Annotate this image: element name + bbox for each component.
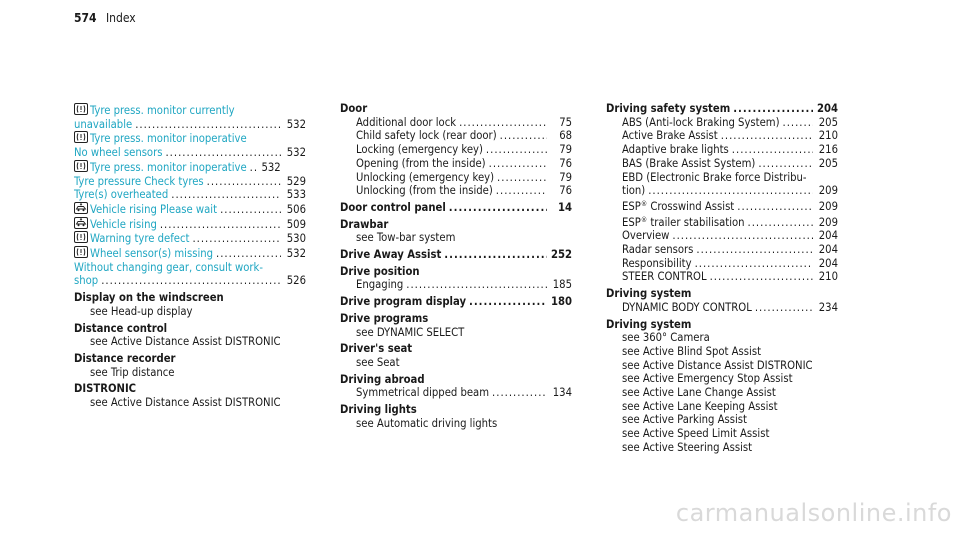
leader-dots	[486, 143, 547, 157]
page-header	[74, 10, 136, 26]
index-entry	[606, 214, 838, 230]
leader-dots	[497, 171, 547, 185]
index-entry	[606, 129, 838, 143]
entry-label: see Active Parking Assist	[622, 413, 747, 427]
leader-dots	[695, 257, 813, 271]
index-entry	[74, 175, 306, 189]
page-reference: 234	[818, 300, 838, 314]
index-heading	[340, 312, 572, 326]
entry-label: Driving system	[606, 287, 692, 301]
entry-label: see Active Distance Assist DISTRONIC	[90, 335, 281, 349]
index-heading	[340, 102, 572, 116]
entry-label: see Active Blind Spot Assist	[622, 344, 762, 358]
leader-dots	[160, 218, 281, 232]
index-entry	[74, 274, 306, 288]
entry-label: Driving safety system	[606, 102, 731, 115]
page-reference: 205	[818, 115, 838, 129]
entry-text	[622, 400, 778, 414]
index-heading	[340, 295, 572, 309]
page-reference: 532	[261, 160, 281, 174]
entry-text	[74, 131, 247, 146]
entry-label: shop	[74, 274, 99, 288]
page-reference: 526	[286, 274, 306, 288]
index-entry	[606, 143, 838, 157]
index-heading	[606, 318, 838, 332]
leader-dots	[406, 278, 547, 292]
entry-text	[622, 270, 707, 284]
index-entry	[74, 160, 306, 175]
index-entry	[74, 335, 306, 349]
entry-text	[74, 246, 213, 261]
leader-dots	[192, 232, 281, 246]
leader-dots	[721, 129, 813, 143]
entry-text	[622, 157, 755, 171]
index-entry	[606, 359, 838, 373]
entry-text	[622, 345, 761, 359]
leader-dots	[492, 386, 547, 400]
entry-text	[90, 396, 281, 410]
index-column-3	[606, 102, 838, 455]
page-reference: 68	[559, 129, 572, 143]
index-entry	[340, 326, 572, 340]
entry-label: see Active Lane Keeping Assist	[622, 399, 778, 413]
index-entry	[74, 396, 306, 410]
index-heading	[74, 382, 306, 396]
index-entry	[340, 129, 572, 143]
leader-dots	[216, 247, 281, 261]
index-heading	[340, 342, 572, 356]
entry-text	[340, 201, 446, 215]
entry-label: Wheel sensor(s) missing	[90, 247, 214, 261]
leader-dots	[732, 143, 813, 157]
index-entry	[340, 386, 572, 400]
entry-text	[74, 261, 263, 275]
entry-text	[356, 171, 494, 185]
index-heading	[340, 201, 572, 215]
entry-text	[622, 427, 769, 441]
entry-text	[74, 175, 204, 189]
entry-label: see Active Distance Assist DISTRONIC	[622, 358, 813, 372]
entry-text	[356, 129, 497, 143]
entry-label: ABS (Anti-lock Braking System)	[622, 115, 780, 129]
page-reference: 204	[818, 243, 838, 257]
entry-text	[74, 146, 162, 160]
page-reference: 509	[286, 217, 306, 231]
index-entry	[74, 146, 306, 160]
page-reference: 76	[559, 184, 572, 198]
entry-text	[622, 359, 813, 373]
entry-text	[622, 184, 645, 198]
entry-text	[356, 157, 486, 171]
leader-dots	[783, 116, 813, 130]
page-reference: 209	[818, 215, 838, 229]
entry-label: see Active Emergency Stop Assist	[622, 372, 793, 386]
entry-label: Overview	[622, 229, 670, 243]
leader-dots	[489, 157, 547, 171]
entry-text	[622, 441, 752, 455]
tyre-warning-icon	[74, 231, 88, 243]
index-entry	[606, 171, 838, 185]
index-entry	[606, 386, 838, 400]
vehicle-raise-icon	[74, 202, 88, 214]
registered-mark: ®	[640, 215, 648, 224]
index-entry	[606, 116, 838, 130]
index-entry	[74, 305, 306, 319]
tyre-warning-icon	[74, 131, 88, 143]
entry-label: unavailable	[74, 117, 133, 131]
entry-label: see Head-up display	[90, 304, 193, 318]
page-reference: 252	[550, 248, 572, 262]
entry-label: ESP	[622, 215, 641, 229]
index-entry	[606, 441, 838, 455]
entry-label: No wheel sensors	[74, 146, 163, 160]
entry-label: see 360° Camera	[622, 331, 710, 345]
index-entry	[606, 257, 838, 271]
entry-label: EBD (Electronic Brake force Distribu-	[622, 170, 807, 184]
index-entry	[74, 118, 306, 132]
entry-text	[356, 386, 489, 400]
page-reference: 75	[559, 115, 572, 129]
entry-label: Drive program display	[340, 295, 467, 309]
entry-label: Distance recorder	[74, 351, 176, 365]
entry-text	[74, 188, 168, 202]
index-entry	[606, 413, 838, 427]
index-entry	[606, 198, 838, 214]
entry-text	[340, 342, 412, 356]
entry-label-suffix: Crosswind Assist	[647, 199, 735, 213]
index-entry	[606, 372, 838, 386]
entry-label: Opening (from the inside)	[356, 156, 486, 170]
index-entry	[340, 231, 572, 245]
entry-text	[622, 229, 669, 243]
entry-label: Vehicle rising Please wait	[90, 202, 218, 216]
page-reference: 134	[552, 386, 572, 400]
index-entry	[606, 331, 838, 345]
entry-label: STEER CONTROL	[622, 270, 707, 284]
index-heading	[340, 248, 572, 262]
entry-label: Unlocking (emergency key)	[356, 170, 495, 184]
index-entry	[74, 231, 306, 246]
index-entry	[606, 400, 838, 414]
entry-label: Locking (emergency key)	[356, 143, 483, 157]
entry-label: Driving abroad	[340, 372, 425, 386]
entry-label: see Seat	[356, 355, 400, 369]
entry-text	[340, 312, 428, 326]
entry-text	[622, 372, 793, 386]
entry-text	[74, 322, 167, 336]
index-heading	[606, 102, 838, 116]
page-reference: 532	[286, 117, 306, 131]
entry-text	[622, 301, 752, 315]
entry-text	[90, 335, 281, 349]
page-number: 574	[74, 11, 97, 25]
entry-text	[622, 143, 729, 157]
leader-dots	[500, 129, 547, 143]
page-reference: 79	[559, 143, 572, 157]
leader-dots	[171, 188, 281, 202]
entry-label: Symmetrical dipped beam	[356, 386, 490, 400]
entry-text	[74, 382, 136, 396]
page-reference: 533	[286, 188, 306, 202]
index-entry	[74, 246, 306, 261]
index-heading	[606, 287, 838, 301]
page-reference: 530	[286, 232, 306, 246]
entry-text	[622, 243, 693, 257]
entry-label: DYNAMIC BODY CONTROL	[622, 300, 752, 314]
index-column-1	[74, 103, 306, 410]
entry-label-suffix: trailer stabilisation	[647, 215, 745, 229]
leader-dots	[444, 248, 547, 262]
leader-dots	[737, 200, 813, 214]
page-reference: 14	[557, 200, 572, 214]
registered-mark: ®	[640, 199, 648, 208]
entry-text	[622, 413, 747, 427]
leader-dots	[220, 203, 281, 217]
entry-text	[356, 417, 497, 431]
index-heading	[340, 373, 572, 387]
page-reference: 210	[818, 270, 838, 284]
section-title: Index	[105, 11, 136, 25]
entry-label: Drive position	[340, 264, 420, 278]
entry-label: Door	[340, 102, 368, 115]
vehicle-raise-icon	[74, 217, 88, 229]
entry-text	[356, 356, 400, 370]
entry-label: Driving lights	[340, 403, 417, 417]
index-entry	[340, 116, 572, 130]
index-entry	[606, 345, 838, 359]
entry-label: see Active Speed Limit Assist	[622, 427, 770, 441]
index-entry	[606, 157, 838, 171]
entry-label: Tyre press. monitor inoperative	[90, 160, 247, 174]
entry-text	[622, 331, 710, 345]
entry-text	[356, 231, 455, 245]
leader-dots	[710, 270, 813, 284]
page-reference: 209	[818, 184, 838, 198]
entry-text	[622, 129, 718, 143]
entry-label: Vehicle rising	[90, 217, 157, 231]
index-entry	[606, 427, 838, 441]
page-reference: 185	[552, 278, 572, 292]
entry-label: Display on the windscreen	[74, 291, 224, 305]
entry-label: Radar sensors	[622, 243, 694, 257]
index-entry	[74, 261, 306, 275]
entry-text	[74, 202, 217, 217]
entry-label: Responsibility	[622, 256, 692, 270]
entry-text	[622, 198, 734, 214]
entry-label: Unlocking (from the inside)	[356, 184, 493, 198]
leader-dots	[165, 146, 281, 160]
index-heading	[340, 218, 572, 232]
entry-label: Distance control	[74, 321, 168, 335]
entry-text	[340, 265, 420, 279]
entry-label: DISTRONIC	[74, 382, 137, 396]
entry-text	[74, 118, 132, 132]
entry-text	[356, 184, 493, 198]
leader-dots	[758, 157, 813, 171]
entry-label: see Active Lane Change Assist	[622, 386, 776, 400]
index-column-2	[340, 102, 572, 430]
leader-dots	[449, 201, 547, 215]
index-entry	[606, 243, 838, 257]
entry-text	[74, 274, 98, 288]
entry-text	[74, 231, 189, 246]
leader-dots	[696, 243, 813, 257]
page-reference: 204	[818, 256, 838, 270]
leader-dots	[101, 274, 281, 288]
entry-label: Driver's seat	[340, 342, 413, 356]
entry-text	[606, 287, 691, 301]
leader-dots	[755, 301, 813, 315]
leader-dots	[250, 161, 256, 175]
entry-text	[606, 102, 730, 116]
index-heading	[74, 352, 306, 366]
leader-dots	[733, 102, 813, 116]
entry-label: see Active Distance Assist DISTRONIC	[90, 396, 281, 410]
tyre-warning-icon	[74, 160, 88, 172]
index-heading	[74, 291, 306, 305]
page-reference: 76	[559, 156, 572, 170]
entry-text	[340, 218, 388, 232]
entry-label: Door control panel	[340, 200, 446, 214]
entry-label: Child safety lock (rear door)	[356, 129, 497, 143]
index-entry	[340, 143, 572, 157]
leader-dots	[207, 175, 281, 189]
index-entry	[340, 157, 572, 171]
entry-text	[606, 318, 691, 332]
entry-text	[622, 257, 692, 271]
index-entry	[340, 184, 572, 198]
entry-label: Adaptive brake lights	[622, 143, 729, 157]
leader-dots	[135, 118, 281, 132]
leader-dots	[459, 116, 547, 130]
entry-label: Tyre press. monitor currently	[90, 104, 235, 117]
page-reference: 205	[818, 156, 838, 170]
index-entry	[340, 356, 572, 370]
index-entry	[74, 202, 306, 217]
entry-text	[356, 278, 403, 292]
entry-label: Active Brake Assist	[622, 129, 718, 143]
entry-text	[622, 171, 807, 185]
index-entry	[606, 270, 838, 284]
entry-label: Drive Away Assist	[340, 248, 442, 262]
entry-text	[74, 217, 157, 232]
entry-label: see Tow-bar system	[356, 231, 456, 245]
index-entry	[340, 171, 572, 185]
page-reference: 204	[816, 102, 838, 115]
entry-label: Tyre press. monitor inoperative	[90, 132, 247, 146]
entry-text	[340, 295, 466, 309]
page-reference: 209	[818, 199, 838, 213]
entry-label: ESP	[622, 199, 641, 213]
page-reference: 204	[818, 229, 838, 243]
entry-label: see Active Steering Assist	[622, 440, 753, 454]
entry-label: Additional door lock	[356, 115, 457, 129]
entry-label: Engaging	[356, 278, 404, 292]
index-entry	[340, 417, 572, 431]
entry-text	[622, 214, 745, 230]
index-entry	[606, 301, 838, 315]
index-entry	[74, 366, 306, 380]
entry-text	[622, 116, 780, 130]
page-reference: 180	[550, 295, 572, 309]
page-reference: 529	[286, 174, 306, 188]
index-entry	[340, 278, 572, 292]
entry-label: Drawbar	[340, 217, 389, 231]
leader-dots	[496, 184, 547, 198]
entry-label: Without changing gear, consult work-	[74, 260, 264, 274]
entry-text	[90, 305, 193, 319]
page-reference: 79	[559, 170, 572, 184]
entry-text	[340, 248, 441, 262]
index-entry	[606, 184, 838, 198]
watermark: carmanualsonline.info	[675, 499, 952, 527]
index-entry	[74, 131, 306, 146]
leader-dots	[672, 229, 813, 243]
entry-text	[340, 102, 367, 116]
index-entry	[74, 188, 306, 202]
entry-text	[356, 116, 456, 130]
index-entry	[74, 217, 306, 232]
entry-text	[74, 103, 235, 118]
index-heading	[74, 322, 306, 336]
entry-label: Tyre pressure Check tyres	[74, 174, 204, 188]
page-reference: 216	[818, 143, 838, 157]
page-reference: 506	[286, 202, 306, 216]
entry-label: Tyre(s) overheated	[74, 188, 169, 202]
tyre-warning-icon	[74, 103, 88, 115]
entry-text	[74, 160, 247, 175]
entry-label: Driving system	[606, 317, 692, 331]
leader-dots	[648, 184, 813, 198]
leader-dots	[748, 216, 813, 230]
index-heading	[340, 403, 572, 417]
entry-label: tion)	[622, 184, 646, 198]
tyre-warning-icon	[74, 246, 88, 258]
page-reference: 532	[286, 247, 306, 261]
index-entry	[606, 229, 838, 243]
entry-text	[74, 352, 176, 366]
entry-text	[356, 326, 464, 340]
entry-label: Warning tyre defect	[90, 232, 190, 246]
entry-label: Drive programs	[340, 311, 429, 325]
entry-label: see Automatic driving lights	[356, 416, 498, 430]
entry-label: see Trip distance	[90, 365, 175, 379]
entry-text	[90, 366, 175, 380]
entry-label: BAS (Brake Assist System)	[622, 156, 756, 170]
leader-dots	[469, 295, 547, 309]
page-reference: 532	[286, 146, 306, 160]
entry-text	[74, 291, 224, 305]
entry-text	[622, 386, 776, 400]
entry-label: see DYNAMIC SELECT	[356, 325, 465, 339]
index-heading	[340, 265, 572, 279]
entry-text	[340, 373, 425, 387]
page-reference: 210	[818, 129, 838, 143]
index-entry	[74, 103, 306, 118]
entry-text	[356, 143, 483, 157]
entry-text	[340, 403, 417, 417]
